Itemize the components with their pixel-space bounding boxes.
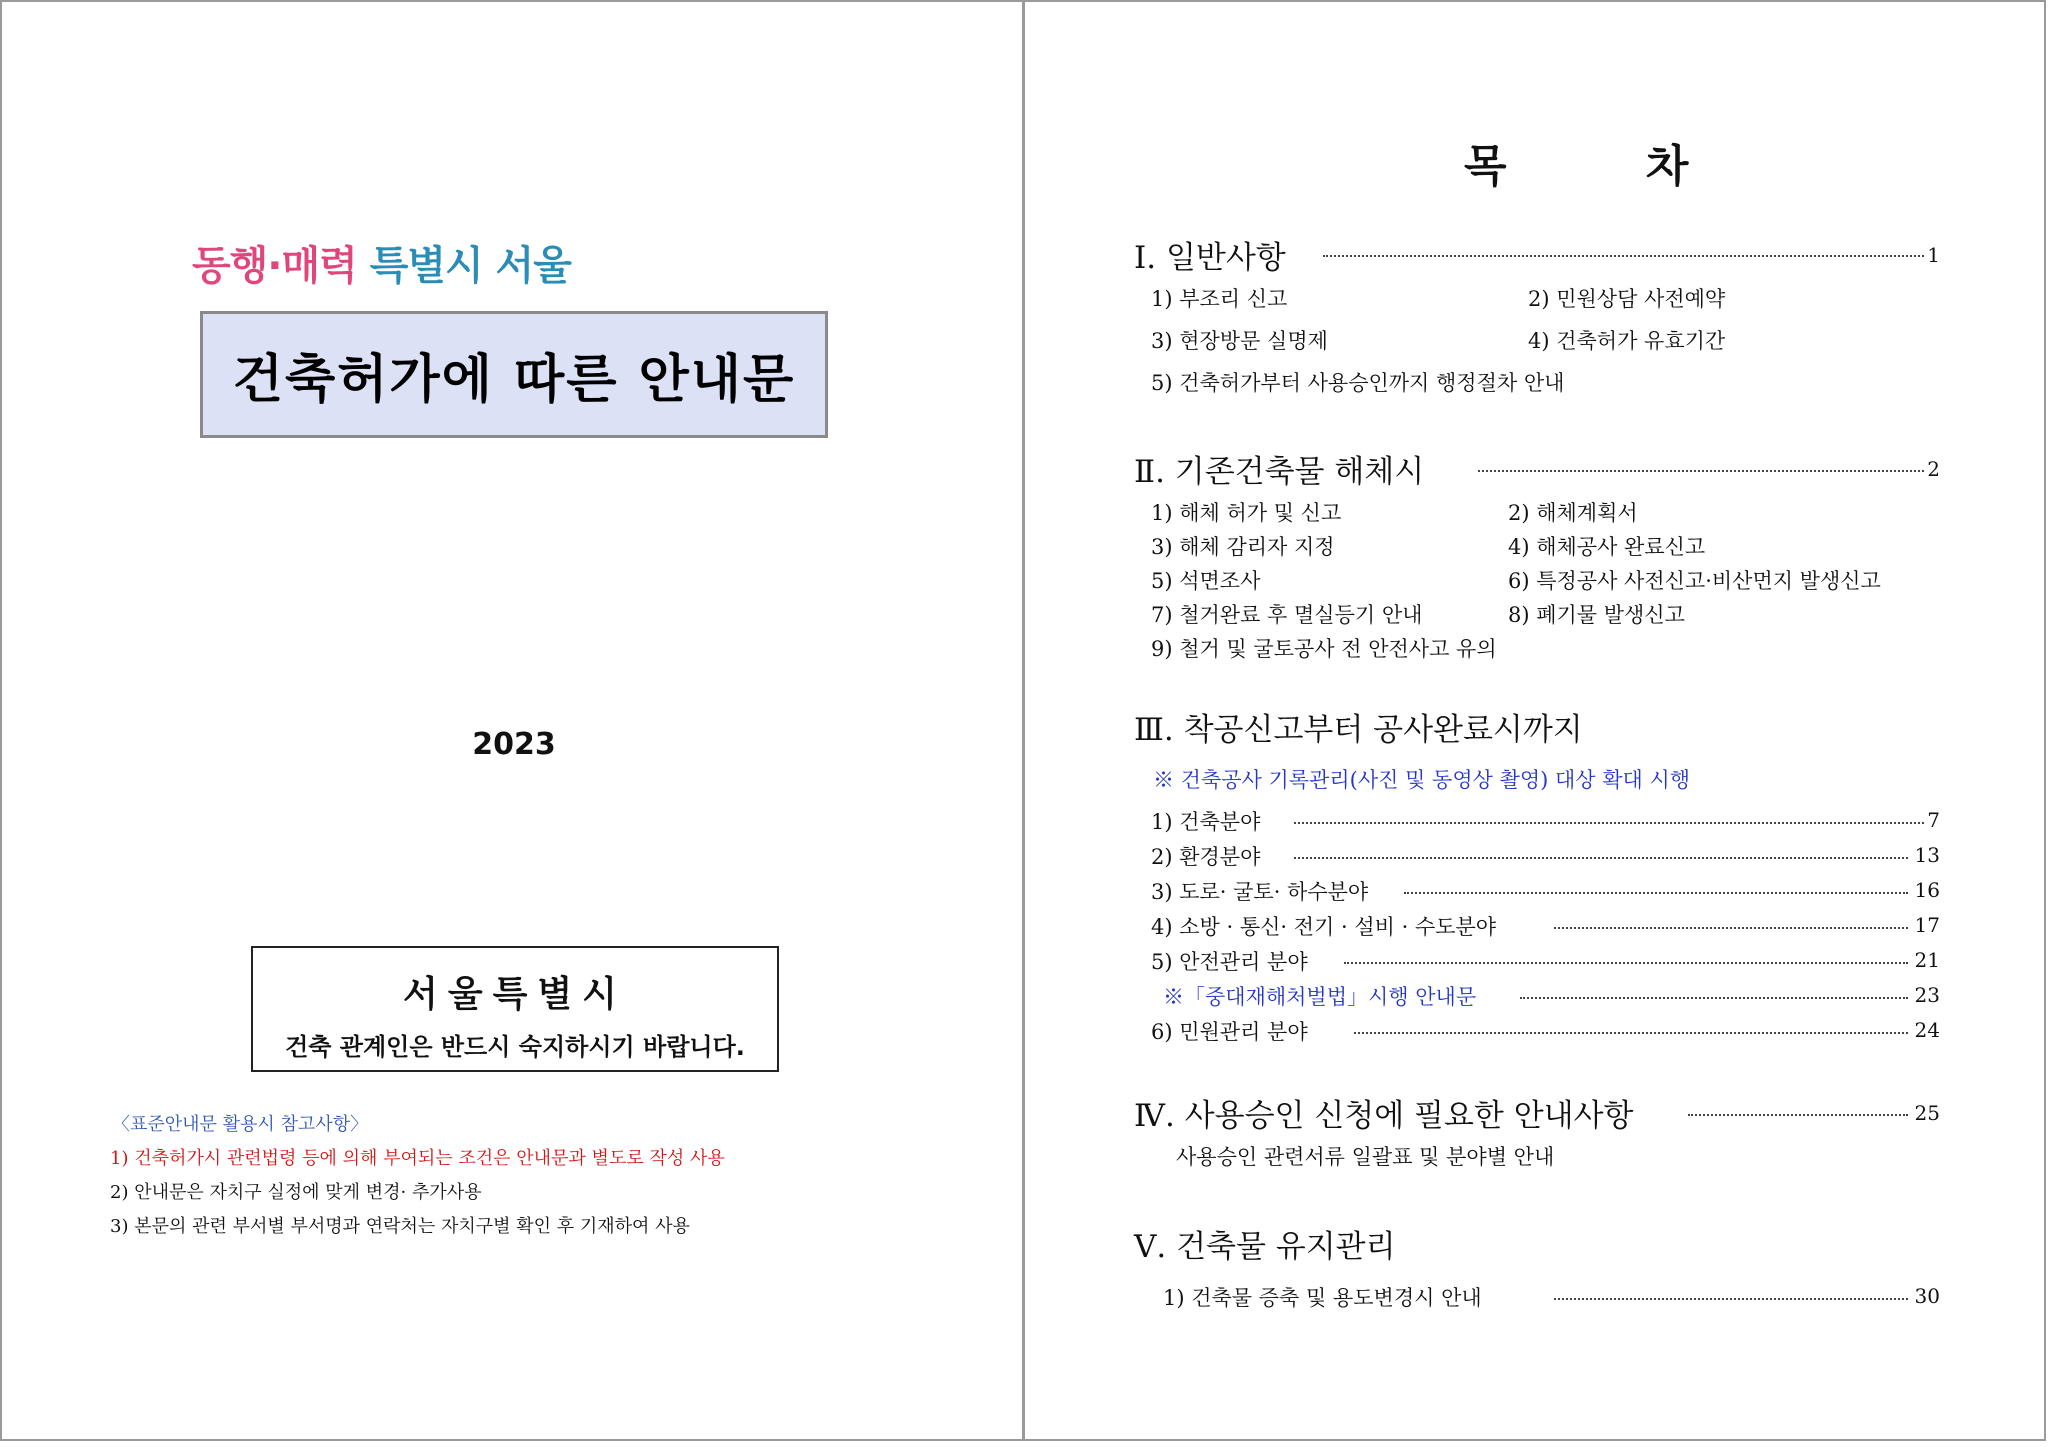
city-subtitle: 건축 관계인은 반드시 숙지하시기 바랍니다. — [285, 1033, 745, 1061]
toc-page-number: 17 — [1914, 913, 1940, 937]
leader-dots — [1478, 470, 1924, 472]
toc-section-3-title[interactable]: Ⅲ. 착공신고부터 공사완료시까지 — [1134, 712, 1583, 748]
leader-dots — [1294, 822, 1924, 824]
note-item: 2) 안내문은 자치구 실정에 맞게 변경· 추가사용 — [110, 1182, 482, 1203]
toc-section-5-title[interactable]: Ⅴ. 건축물 유지관리 — [1134, 1229, 1396, 1265]
toc-item[interactable]: 6) 특정공사 사전신고·비산먼지 발생신고 — [1508, 569, 1881, 593]
toc-page-number: 7 — [1927, 808, 1940, 832]
toc-item[interactable]: 4) 건축허가 유효기간 — [1528, 329, 1726, 353]
city-box — [251, 946, 779, 1072]
toc-item[interactable]: 5) 안전관리 분야 — [1151, 950, 1308, 974]
toc-item[interactable]: 7) 철거완료 후 멸실등기 안내 — [1151, 603, 1423, 627]
cover-title-box — [200, 311, 828, 438]
toc-item[interactable]: 5) 석면조사 — [1151, 569, 1261, 593]
leader-dots — [1323, 255, 1924, 257]
leader-dots — [1554, 927, 1908, 929]
toc-item[interactable]: 2) 환경분야 — [1151, 845, 1261, 869]
toc-page-number: 24 — [1914, 1018, 1940, 1042]
toc-item[interactable]: 9) 철거 및 굴토공사 전 안전사고 유의 — [1151, 637, 1497, 661]
toc-item[interactable]: 1) 해체 허가 및 신고 — [1151, 501, 1342, 525]
leader-dots — [1354, 1032, 1908, 1034]
leader-dots — [1520, 997, 1908, 999]
cover-year: 2023 — [472, 727, 556, 762]
leader-dots — [1404, 892, 1908, 894]
cover-title: 건축허가에 따른 안내문 — [232, 350, 796, 410]
toc-page-number: 13 — [1914, 843, 1940, 867]
toc-item[interactable]: 6) 민원관리 분야 — [1151, 1020, 1308, 1044]
toc-item[interactable]: 사용승인 관련서류 일괄표 및 분야별 안내 — [1176, 1145, 1555, 1169]
leader-dots — [1344, 962, 1908, 964]
leader-dots — [1688, 1114, 1908, 1116]
leader-dots — [1554, 1298, 1908, 1300]
note-item: 1) 건축허가시 관련법령 등에 의해 부여되는 조건은 안내문과 별도로 작성 사용 — [110, 1148, 725, 1169]
slogan-part1: 동행·매력 — [192, 243, 357, 289]
toc-section-2-title[interactable]: Ⅱ. 기존건축물 해체시 — [1134, 454, 1425, 490]
toc-item[interactable]: 3) 도로· 굴토· 하수분야 — [1151, 880, 1369, 904]
toc-notice: ※ 건축공사 기록관리(사진 및 동영상 촬영) 대상 확대 시행 — [1153, 768, 1691, 792]
city-title: 서울특별시 — [403, 974, 627, 1015]
toc-page-number: 1 — [1927, 243, 1940, 267]
slogan-part2: 특별시 서울 — [369, 243, 571, 289]
toc-section-1-title[interactable]: Ⅰ. 일반사항 — [1134, 240, 1286, 276]
toc-page-number: 16 — [1914, 878, 1940, 902]
toc-page-number: 23 — [1914, 983, 1940, 1007]
toc-item[interactable]: 4) 해체공사 완료신고 — [1508, 535, 1706, 559]
toc-page-number: 2 — [1927, 457, 1940, 481]
toc-item[interactable]: 1) 건축분야 — [1151, 810, 1261, 834]
cover-page — [0, 0, 1024, 1441]
toc-item[interactable]: 8) 폐기물 발생신고 — [1508, 603, 1685, 627]
toc-item[interactable]: 1) 건축물 증축 및 용도변경시 안내 — [1163, 1286, 1482, 1310]
toc-title: 목 차 — [1464, 141, 1751, 192]
seoul-slogan-logo — [192, 234, 571, 291]
toc-item[interactable]: 4) 소방 · 통신· 전기 · 설비 · 수도분야 — [1151, 915, 1497, 939]
leader-dots — [1294, 857, 1908, 859]
toc-item[interactable]: 5) 건축허가부터 사용승인까지 행정절차 안내 — [1151, 371, 1565, 395]
toc-item[interactable]: 1) 부조리 신고 — [1151, 287, 1288, 311]
toc-page-number: 30 — [1914, 1284, 1940, 1308]
toc-page-number: 25 — [1914, 1101, 1940, 1125]
toc-page-number: 21 — [1914, 948, 1940, 972]
toc-item[interactable]: 2) 해체계획서 — [1508, 501, 1638, 525]
toc-item[interactable]: 3) 현장방문 실명제 — [1151, 329, 1328, 353]
notes-header: 〈표준안내문 활용시 참고사항〉 — [112, 1114, 369, 1135]
toc-item-notice[interactable]: ※「중대재해처벌법」시행 안내문 — [1163, 985, 1477, 1009]
toc-item[interactable]: 3) 해체 감리자 지정 — [1151, 535, 1335, 559]
toc-item[interactable]: 2) 민원상담 사전예약 — [1528, 287, 1726, 311]
note-item: 3) 본문의 관련 부서별 부서명과 연락처는 자치구별 확인 후 기재하여 사용 — [110, 1216, 690, 1237]
toc-section-4-title[interactable]: Ⅳ. 사용승인 신청에 필요한 안내사항 — [1134, 1098, 1634, 1134]
